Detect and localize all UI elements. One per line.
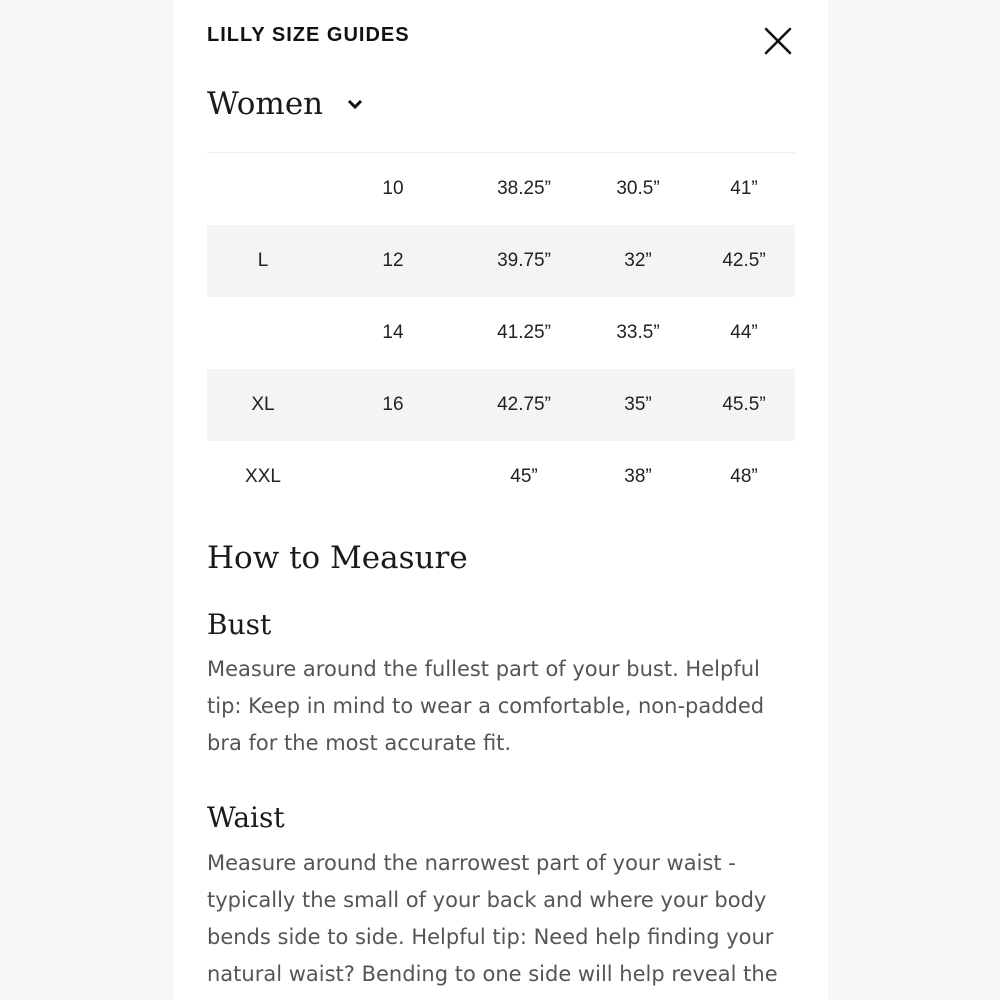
table-cell-size: XL — [251, 394, 275, 415]
how-to-measure-heading: How to Measure — [207, 540, 468, 576]
close-button[interactable] — [761, 24, 795, 58]
bust-description — [207, 651, 797, 762]
table-cell-hips: 45.5” — [722, 394, 766, 415]
category-selected-label: Women — [207, 86, 324, 122]
table-cell-hips: 42.5” — [722, 250, 766, 271]
table-cell-bust: 41.25” — [497, 322, 551, 343]
table-cell-bust: 39.75” — [497, 250, 551, 271]
chevron-down-icon — [347, 98, 363, 110]
table-row — [207, 153, 795, 225]
table-cell-bust: 38.25” — [497, 178, 551, 199]
table-row — [207, 441, 795, 513]
table-cell-waist: 30.5” — [616, 178, 660, 199]
waist-description-line: typically the small of your back and where your body — [207, 888, 767, 912]
category-dropdown[interactable] — [207, 86, 363, 122]
table-row — [207, 225, 795, 297]
table-row — [207, 369, 795, 441]
bust-heading: Bust — [207, 608, 272, 641]
table-cell-bust: 45” — [510, 466, 538, 487]
table-cell-waist: 32” — [624, 250, 652, 271]
close-icon — [761, 24, 795, 58]
table-cell-us-size: 14 — [382, 322, 404, 343]
waist-heading: Waist — [207, 801, 285, 834]
waist-description-line: natural waist? Bending to one side will help reveal the — [207, 962, 778, 986]
table-cell-hips: 44” — [730, 322, 758, 343]
table-cell-size: L — [257, 250, 269, 271]
bust-description-line: Measure around the fullest part of your bust. Helpful — [207, 657, 760, 681]
waist-description-line: Measure around the narrowest part of your waist - — [207, 851, 736, 875]
waist-description-line: bends side to side. Helpful tip: Need help finding your — [207, 925, 774, 949]
table-cell-us-size: 10 — [382, 178, 404, 199]
table-cell-hips: 48” — [730, 466, 758, 487]
size-guide-title: LILLY SIZE GUIDES — [207, 24, 410, 46]
table-cell-us-size: 16 — [382, 394, 404, 415]
table-cell-hips: 41” — [730, 178, 758, 199]
table-cell-waist: 38” — [624, 466, 652, 487]
waist-description — [207, 845, 797, 993]
bust-description-line: tip: Keep in mind to wear a comfortable, non-padded — [207, 694, 765, 718]
table-cell-us-size: 12 — [382, 250, 404, 271]
table-cell-size: XXL — [245, 466, 281, 487]
table-cell-waist: 33.5” — [616, 322, 660, 343]
size-table — [207, 152, 795, 513]
bust-description-line: bra for the most accurate fit. — [207, 731, 512, 755]
table-cell-waist: 35” — [624, 394, 652, 415]
size-guide-panel — [173, 0, 828, 1000]
table-cell-bust: 42.75” — [497, 394, 551, 415]
table-row — [207, 297, 795, 369]
